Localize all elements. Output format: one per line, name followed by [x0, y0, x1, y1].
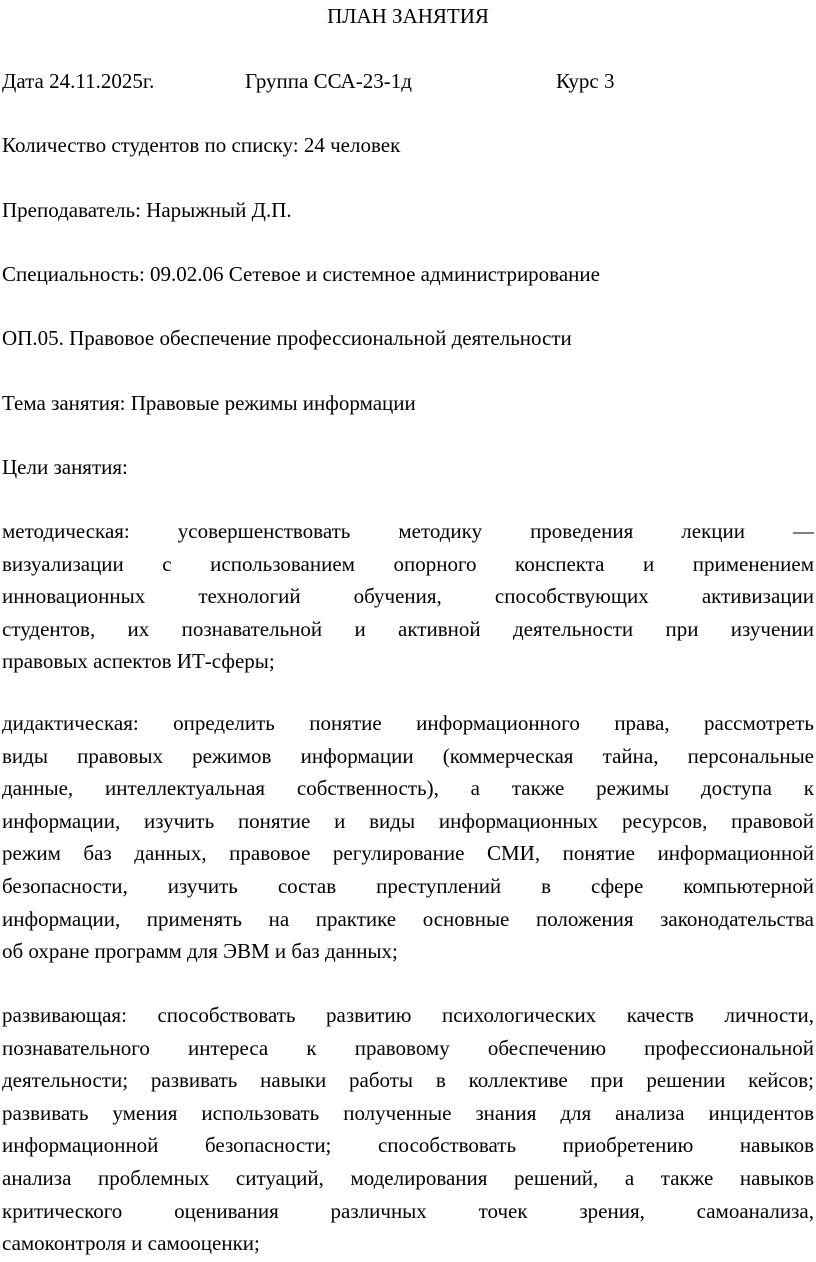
goal-developing-line: развивать умения использовать полученные знания для анализа инцидентов — [2, 1100, 814, 1125]
goal-developing — [2, 999, 814, 1260]
goal-didactic-line: дидактическая: определить понятие информационного права, рассмотреть — [2, 711, 814, 735]
goals-heading: Цели занятия: — [2, 455, 128, 479]
goal-didactic-line: об охране программ для ЭВМ и баз данных; — [2, 939, 398, 964]
goal-developing-line: информационной безопасности; способствовать приобретению навыков — [2, 1133, 814, 1158]
goal-methodical-line: правовых аспектов ИТ-сферы; — [2, 649, 275, 674]
goal-methodical-line: студентов, их познавательной и активной деятельности при изучении — [2, 616, 814, 641]
goal-didactic-line: виды правовых режимов информации (коммерческая тайна, персональные — [2, 743, 814, 768]
goal-developing-line: критического оценивания различных точек зрения, самоанализа, — [2, 1198, 814, 1223]
goal-methodical-line: визуализации с использованием опорного конспекта и применением — [2, 551, 814, 576]
goal-didactic — [2, 707, 814, 968]
discipline: ОП.05. Правовое обеспечение профессиональной деятельности — [2, 326, 572, 350]
specialty: Специальность: 09.02.06 Сетевое и системное администрирование — [2, 262, 600, 286]
goal-developing-line: деятельности; развивать навыки работы в коллективе при решении кейсов; — [2, 1068, 814, 1093]
goal-didactic-line: информации, применять на практике основные положения законодательства — [2, 906, 814, 931]
goal-methodical-line: методическая: усовершенствовать методику проведения лекции — — [2, 519, 814, 543]
goal-didactic-line: информации, изучить понятие и виды информационных ресурсов, правовой — [2, 808, 814, 833]
goal-didactic-line: режим баз данных, правовое регулирование СМИ, понятие информационной — [2, 841, 814, 866]
lesson-group: Группа ССА-23-1д — [245, 69, 412, 93]
goal-developing-line: познавательного интереса к правовому обеспечению профессиональной — [2, 1035, 814, 1060]
goal-developing-line: анализа проблемных ситуаций, моделирования решений, а также навыков — [2, 1165, 814, 1190]
goal-didactic-line: безопасности, изучить состав преступлений в сфере компьютерной — [2, 873, 814, 898]
goal-developing-line: развивающая: способствовать развитию психологических качеств личности, — [2, 1003, 814, 1027]
goal-developing-line: самоконтроля и самооценки; — [2, 1231, 260, 1256]
goal-didactic-line: данные, интеллектуальная собственность), а также режимы доступа к — [2, 776, 814, 801]
lesson-topic: Тема занятия: Правовые режимы информации — [2, 391, 416, 415]
lesson-course: Курс 3 — [556, 69, 615, 93]
goal-methodical-line: инновационных технологий обучения, способствующих активизации — [2, 584, 814, 609]
students-count: Количество студентов по списку: 24 человек — [2, 133, 401, 157]
goal-methodical — [2, 515, 814, 678]
document-title: ПЛАН ЗАНЯТИЯ — [327, 4, 489, 28]
teacher-name: Преподаватель: Нарыжный Д.П. — [2, 198, 292, 222]
lesson-date: Дата 24.11.2025г. — [2, 69, 155, 93]
